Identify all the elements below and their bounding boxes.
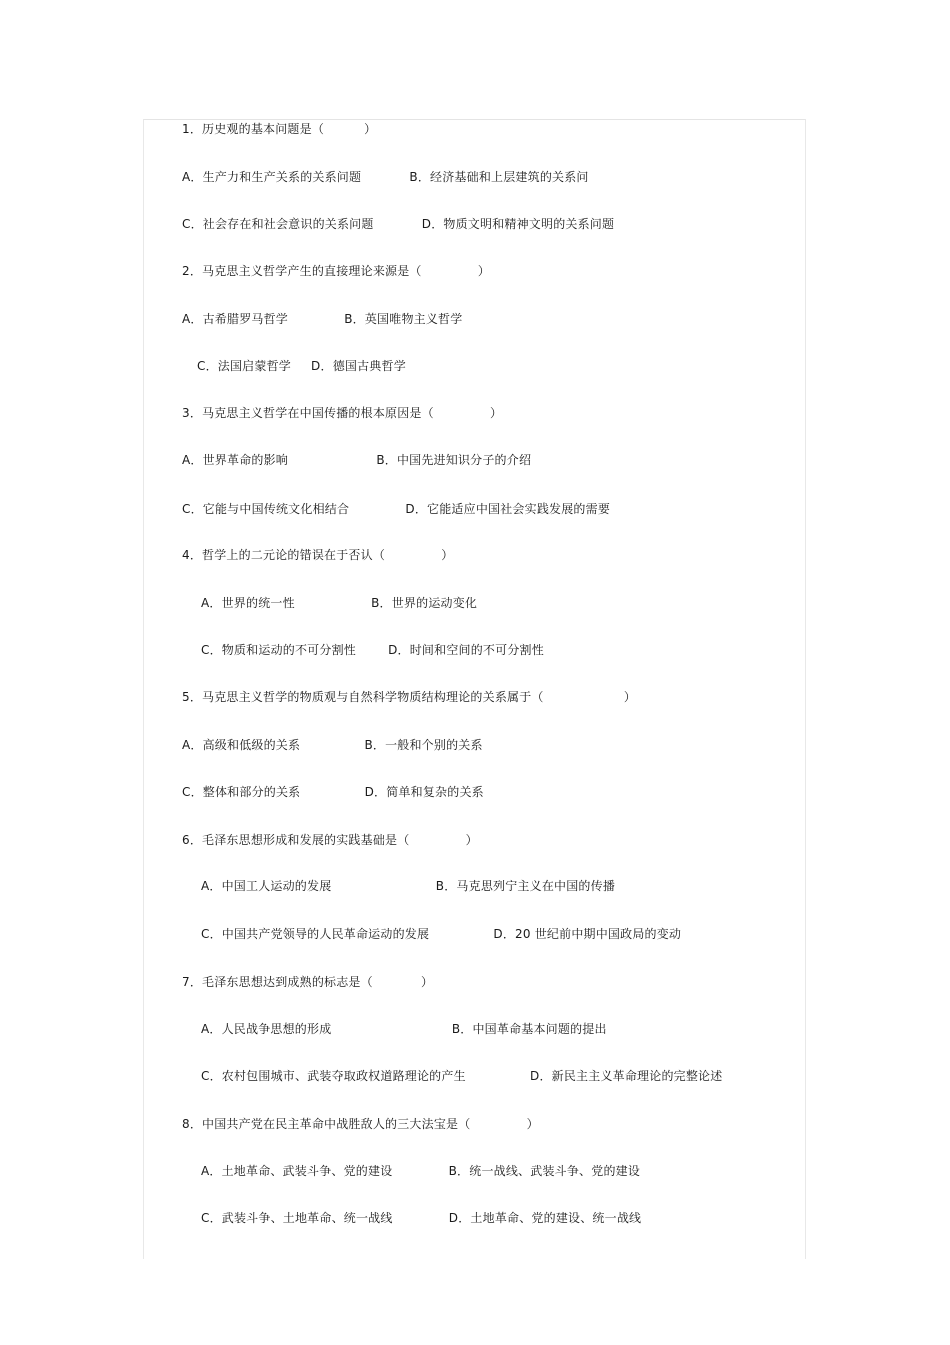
question-6-options-cd: C．中国共产党领导的人民革命运动的发展 D．20 世纪前中期中国政局的变动	[201, 927, 682, 941]
question-5-options-cd: C．整体和部分的关系 D．简单和复杂的关系	[182, 785, 484, 799]
question-2-options-ab: A．古希腊罗马哲学 B．英国唯物主义哲学	[182, 312, 463, 326]
question-2: 2．马克思主义哲学产生的直接理论来源是（ ）	[182, 264, 491, 278]
question-5: 5．马克思主义哲学的物质观与自然科学物质结构理论的关系属于（ ）	[182, 690, 637, 704]
question-4-options-ab: A．世界的统一性 B．世界的运动变化	[201, 596, 478, 610]
question-5-options-ab: A．高级和低级的关系 B．一般和个别的关系	[182, 738, 483, 752]
question-1-options-cd: C．社会存在和社会意识的关系问题 D．物质文明和精神文明的关系问题	[182, 217, 615, 231]
question-8-options-cd: C．武装斗争、土地革命、统一战线 D．土地革命、党的建设、统一战线	[201, 1211, 642, 1225]
question-6: 6．毛泽东思想形成和发展的实践基础是（ ）	[182, 833, 478, 847]
question-3-options-cd: C．它能与中国传统文化相结合 D．它能适应中国社会实践发展的需要	[182, 502, 611, 516]
question-1-options-ab: A．生产力和生产关系的关系问题 B．经济基础和上层建筑的关系问	[182, 170, 589, 184]
question-2-options-cd: C．法国启蒙哲学 D．德国古典哲学	[197, 359, 406, 373]
question-8: 8．中国共产党在民主革命中战胜敌人的三大法宝是（ ）	[182, 1117, 539, 1131]
question-7: 7．毛泽东思想达到成熟的标志是（ ）	[182, 975, 434, 989]
question-4: 4．哲学上的二元论的错误在于否认（ ）	[182, 548, 454, 562]
question-1: 1．历史观的基本问题是（ ）	[182, 122, 377, 136]
question-3-options-ab: A．世界革命的影响 B．中国先进知识分子的介绍	[182, 453, 532, 467]
question-7-options-ab: A．人民战争思想的形成 B．中国革命基本问题的提出	[201, 1022, 607, 1036]
question-3: 3．马克思主义哲学在中国传播的根本原因是（ ）	[182, 406, 503, 420]
question-7-options-cd: C．农村包围城市、武装夺取政权道路理论的产生 D．新民主主义革命理论的完整论述	[201, 1069, 723, 1083]
question-6-options-ab: A．中国工人运动的发展 B．马克思列宁主义在中国的传播	[201, 879, 616, 893]
question-4-options-cd: C．物质和运动的不可分割性 D．时间和空间的不可分割性	[201, 643, 544, 657]
question-8-options-ab: A．土地革命、武装斗争、党的建设 B．统一战线、武装斗争、党的建设	[201, 1164, 641, 1178]
